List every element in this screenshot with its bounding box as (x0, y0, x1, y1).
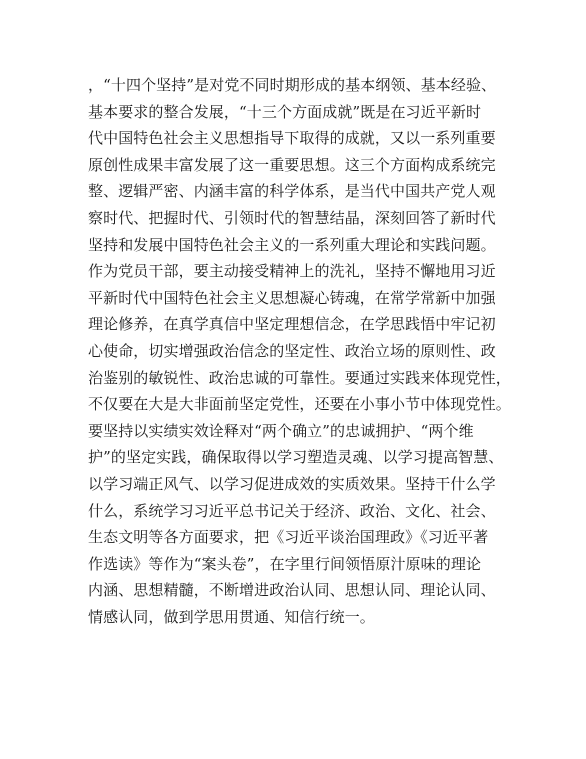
text-line: 平新时代中国特色社会主义思想凝心铸魂，在常学常新中加强 (88, 288, 496, 307)
text-line: 作选读》等作为“案头卷”，在字里行间领悟原汁原味的理论 (88, 554, 482, 573)
text-line: 坚持和发展中国特色社会主义的一系列重大理论和实践问题。 (88, 235, 496, 254)
text-line: 代中国特色社会主义思想指导下取得的成就，又以一系列重要 (88, 129, 496, 148)
text-line: 察时代、把握时代、引领时代的智慧结晶，深刻回答了新时代 (88, 208, 496, 227)
text-line: ，“十四个坚持”是对党不同时期形成的基本纲领、基本经验、 (88, 76, 497, 94)
text-line: 生态文明等各方面要求，把《习近平谈治国理政》《习近平著 (88, 528, 489, 547)
text-line: 基本要求的整合发展，“十三个方面成就”既是在习近平新时 (88, 102, 482, 121)
text-line: 整、逻辑严密、内涵丰富的科学体系，是当代中国共产党人观 (88, 182, 496, 201)
text-line: 心使命，切实增强政治信念的坚定性、政治立场的原则性、政 (88, 341, 496, 360)
text-line: 以学习端正风气、以学习促进成效的实质效果。坚持干什么学 (88, 474, 496, 493)
text-line: 内涵、思想精髓，不断增进政治认同、思想认同、理论认同、 (88, 581, 496, 600)
text-line: 护”的坚定实践，确保取得以学习塑造灵魂、以学习提高智慧、 (88, 448, 504, 467)
text-line: 什么，系统学习习近平总书记关于经济、政治、文化、社会、 (88, 501, 496, 520)
document-body-text (88, 72, 511, 630)
text-line: 理论修养，在真学真信中坚定理想信念，在学思践悟中牢记初 (88, 315, 496, 334)
text-line: 要坚持以实绩实效诠释对“两个确立”的忠诚拥护、“两个维 (88, 421, 474, 440)
text-line: 治鉴别的敏锐性、政治忠诚的可靠性。要通过实践来体现党性， (88, 368, 511, 387)
text-line: 不仅要在大是大非面前坚定党性，还要在小事小节中体现党性。 (88, 395, 511, 414)
text-line: 原创性成果丰富发展了这一重要思想。这三个方面构成系统完 (88, 155, 496, 174)
text-line: 情感认同，做到学思用贯通、知信行统一。 (88, 607, 375, 626)
text-line: 作为党员干部，要主动接受精神上的洗礼，坚持不懈地用习近 (88, 262, 496, 281)
